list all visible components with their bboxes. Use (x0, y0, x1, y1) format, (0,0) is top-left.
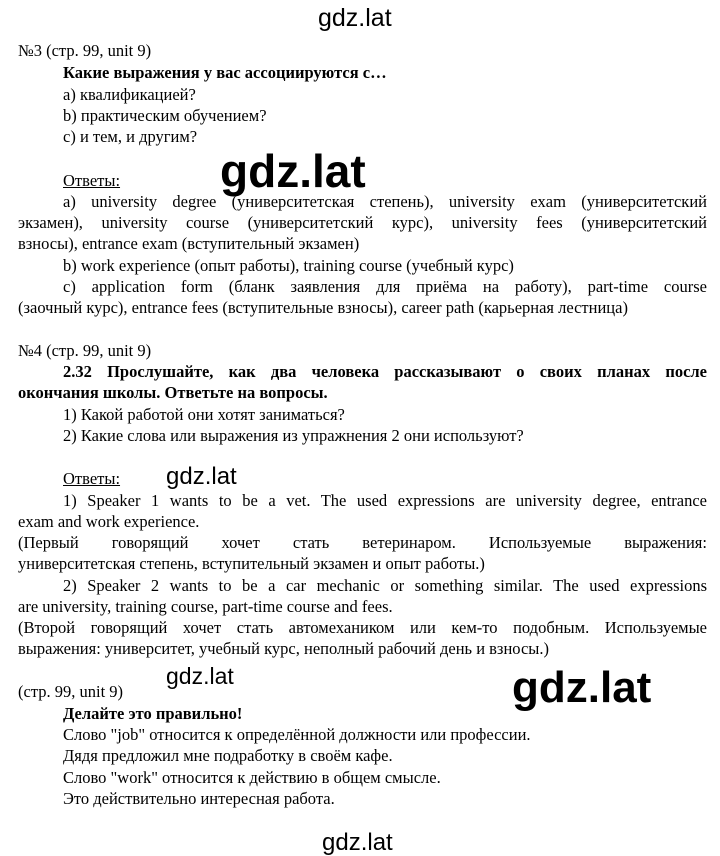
ex4-question: 2) Какие слова или выражения из упражнения 2 они используют? (63, 426, 524, 445)
ex3-answer-line: взносы), entrance exam (вступительный экзамен) (18, 234, 360, 253)
ex4-answer-line: exam and work experience. (18, 512, 200, 531)
watermark-top: gdz.lat (318, 4, 392, 32)
ex5-line: Слово "job" относится к определённой должности или профессии. (63, 725, 531, 744)
ex5-line: Дядя предложил мне подработку в своём кафе. (63, 746, 393, 765)
ex4-task: 2.32 Прослушайте, как два человека рассказывают о своих планах после (63, 362, 707, 381)
ex4-answer-line: 2) Speaker 2 wants to be a car mechanic or something similar. The used expressions (63, 576, 707, 595)
ex4-answer-line: are university, training course, part-time course and fees. (18, 597, 393, 616)
ex5-header: (стр. 99, unit 9) (18, 682, 124, 701)
watermark-small: gdz.lat (166, 663, 234, 689)
watermark-bottom: gdz.lat (322, 829, 393, 856)
ex3-answers-label: Ответы: (63, 171, 121, 190)
ex3-answer-line: экзамен), university course (университетский курс), university fees (университетский (18, 213, 707, 232)
ex4-answer-line: (Второй говорящий хочет стать автомехаником или кем-то подобным. Используемые (18, 618, 707, 637)
ex5-line: Слово "work" относится к действию в общем смысле. (63, 768, 441, 787)
ex3-answer-line: a) university degree (университетская степень), university exam (университетский (63, 192, 707, 211)
watermark-large-2: gdz.lat (512, 663, 652, 712)
ex3-answer-line: b) work experience (опыт работы), training course (учебный курс) (63, 256, 514, 275)
ex3-question: a) квалификацией? (63, 85, 196, 104)
ex4-answer-line: университетская степень, вступительный экзамен и опыт работы.) (18, 554, 485, 573)
ex3-question: c) и тем, и другим? (63, 127, 198, 146)
ex4-answer-line: (Первый говорящий хочет стать ветеринаром. Используемые выражения: (18, 533, 707, 552)
ex4-header: №4 (стр. 99, unit 9) (18, 341, 152, 360)
watermark-mid: gdz.lat (166, 463, 237, 490)
ex3-question: b) практическим обучением? (63, 106, 267, 125)
ex3-header: №3 (стр. 99, unit 9) (18, 41, 152, 60)
ex3-answer-line: c) application form (бланк заявления для приёма на работу), part-time course (63, 277, 707, 296)
ex3-task: Какие выражения у вас ассоциируются с… (63, 63, 387, 82)
ex4-answers-label: Ответы: (63, 469, 121, 488)
ex4-answer-line: 1) Speaker 1 wants to be a vet. The used expressions are university degree, entrance (63, 491, 707, 510)
ex5-line: Это действительно интересная работа. (63, 789, 335, 808)
ex3-answer-line: (заочный курс), entrance fees (вступительные взносы), career path (карьерная лестница) (18, 298, 628, 317)
ex4-answer-line: выражения: университет, учебный курс, неполный рабочий день и взносы.) (18, 639, 549, 658)
ex5-task: Делайте это правильно! (63, 704, 243, 723)
ex4-task: окончания школы. Ответьте на вопросы. (18, 383, 328, 402)
ex4-question: 1) Какой работой они хотят заниматься? (63, 405, 345, 424)
watermark-large-1: gdz.lat (220, 145, 366, 197)
